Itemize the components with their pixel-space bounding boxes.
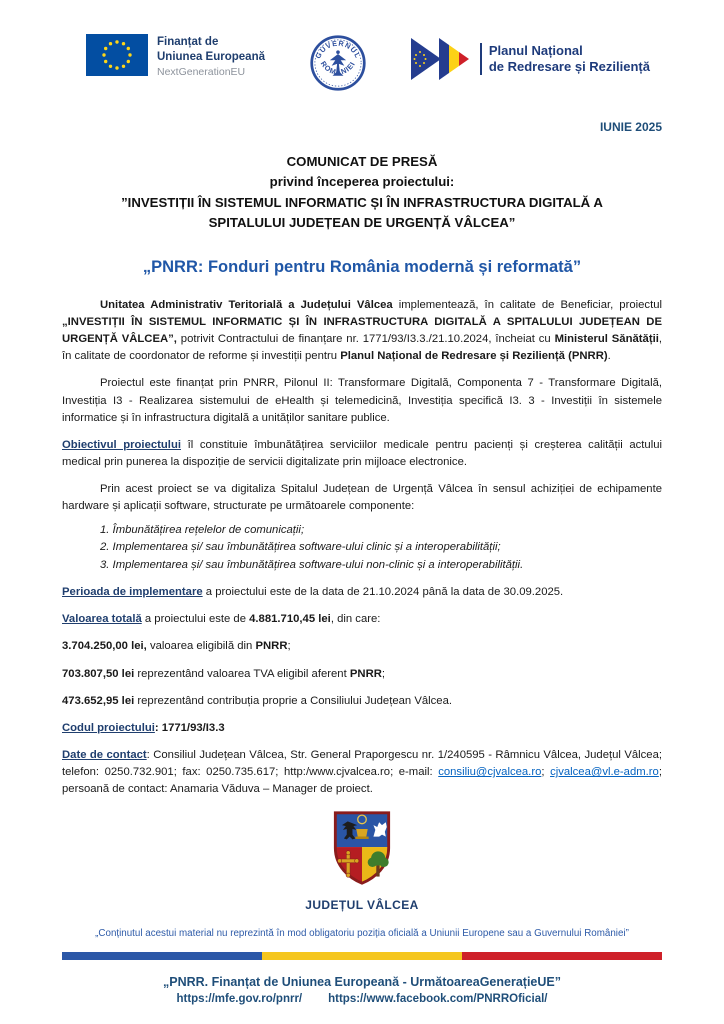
pnrr-arrows-icon bbox=[411, 34, 473, 84]
romanian-government-seal-icon bbox=[309, 34, 367, 92]
paragraph-beneficiary: Unitatea Administrativ Teritorială a Județului Vâlcea implementează, în calitate de Beneficiar, proiectul „INVESTIȚII ÎN SISTEMUL INFORMATIC ȘI ÎN INFRASTRUCTURA DIGITALĂ A SPITALULUI JUDEȚEAN DE URGENȚĂ VÂLCEA”, potrivit Contractului de finanțare nr. 1771/93/I3.3./21.10.2024, încheiat cu Ministerul Sănătății, în calitate de coordonator de reforme și investiții pentru Planul Național de Redresare și Reziliență (PNRR). bbox=[62, 298, 663, 363]
pnrr-slogan: „PNRR: Fonduri pentru România modernă și reformată” bbox=[142, 257, 582, 276]
paragraph-contact: Date de contact: Consiliul Județean Vâlcea, Str. General Praporgescu nr. 1/240595 - Râmnicu Vâlcea, Județul Vâlcea; telefon: 0250.732.901; fax: 0250.735.617; http:/www.cjvalcea.ro; e-mail: consiliu@cjvalcea.ro; cjvalcea@vl.e-adm.ro; persoană de contact: Anamaria Văduva – Manager de proiect. bbox=[62, 748, 663, 796]
list-item-3: 3. Implementarea și/ sau îmbunătățirea software-ului non-clinic și a interoperabilității. bbox=[100, 558, 524, 571]
paragraph-digitalization: Prin acest proiect se va digitaliza Spitalul Județean de Urgență Vâlcea în sensul achiziției de echipamente hardware și aplicații software, structurate pe următoarele componente: bbox=[62, 483, 662, 513]
body-copy bbox=[62, 297, 662, 799]
press-release-subheading: privind începerea proiectului: bbox=[269, 174, 455, 190]
components-list bbox=[100, 522, 662, 575]
county-label: JUDEȚUL VÂLCEA bbox=[305, 898, 419, 913]
paragraph-objective: Obiectivul proiectului îl constituie îmbunătățirea serviciilor medicale pentru pacienți și creșterea calității actului medical prin punerea la dispoziție de servicii digitalizate prin mijloace electronice. bbox=[62, 438, 662, 469]
tricolor-yellow-segment bbox=[262, 952, 462, 960]
coat-of-arms-block bbox=[62, 808, 662, 912]
disclaimer-text: „Conținutul acestui material nu reprezintă în mod obligatoriu poziția oficială a Uniunii Europene sau a Guvernului României” bbox=[95, 928, 629, 940]
press-release-heading: COMUNICAT DE PRESĂ bbox=[286, 154, 438, 169]
valcea-coat-of-arms-icon bbox=[328, 808, 396, 888]
email-link-consiliu[interactable]: consiliu@cjvalcea.ro bbox=[438, 766, 542, 779]
pnrr-label-line1: Planul Național bbox=[488, 43, 583, 59]
pnrr-funding-line: „PNRR. Finanțat de Uniunea Europeană - UrmătoareaGenerațieUE” bbox=[162, 975, 561, 990]
gov-seal-text-top: GUVERNUL bbox=[313, 38, 363, 60]
title-block bbox=[62, 152, 662, 234]
pnrr-logo-label bbox=[480, 43, 650, 74]
eu-label-line1: Finanțat de bbox=[157, 36, 219, 48]
romanian-tricolor-bar bbox=[62, 952, 662, 960]
pnrr-logo bbox=[411, 34, 650, 84]
eu-label-line2: Uniunea Europeană bbox=[157, 50, 265, 63]
mfe-pnrr-link[interactable]: https://mfe.gov.ro/pnrr/ bbox=[176, 993, 303, 1006]
eu-funding-label bbox=[157, 34, 265, 80]
value-line-own-contribution: 473.652,95 lei reprezentând contribuția proprie a Consiliului Județean Vâlcea. bbox=[62, 694, 453, 707]
gov-seal-text-bottom: ROMÂNIEI bbox=[318, 59, 358, 77]
list-item-1: 1. Îmbunătățirea rețelelor de comunicații; bbox=[100, 523, 305, 536]
eu-funding-logo bbox=[86, 34, 265, 80]
paragraph-total-value: Valoarea totală a proiectului este de 4.881.710,45 lei, din care: bbox=[62, 613, 381, 626]
facebook-pnrr-link[interactable]: https://www.facebook.com/PNRROficial/ bbox=[328, 993, 548, 1006]
email-link-cjvalcea[interactable]: cjvalcea@vl.e-adm.ro bbox=[550, 766, 659, 779]
paragraph-financing: Proiectul este finanțat prin PNRR, Pilonul II: Transformare Digitală, Componenta 7 - Transformare Digitală, Investiția I3 - Realizarea sistemului de eHealth și telemedicină, Investiția specifică I3. 3 - Investiții în sistemele informatice și în infrastructura digitală a unităților sanitare publice. bbox=[62, 377, 662, 424]
tricolor-red-segment bbox=[462, 952, 662, 960]
list-item-2: 2. Implementarea și/ sau îmbunătățirea software-ului clinic și a interoperabilității; bbox=[100, 541, 501, 554]
eu-flag-icon bbox=[86, 34, 148, 76]
footer-links bbox=[62, 993, 662, 1005]
pnrr-label-line2: de Redresare și Reziliență bbox=[488, 59, 650, 74]
paragraph-implementation-period: Perioada de implementare a proiectului este de la data de 21.10.2024 până la data de 30.09.2025. bbox=[62, 586, 564, 599]
header-logos bbox=[62, 34, 662, 92]
eu-label-line3: NextGenerationEU bbox=[157, 65, 246, 78]
release-date: IUNIE 2025 bbox=[599, 120, 662, 134]
paragraph-project-code: Codul proiectului: 1771/93/I3.3 bbox=[62, 721, 225, 734]
project-title: ”INVESTIȚII ÎN SISTEMUL INFORMATIC ȘI ÎN INFRASTRUCTURA DIGITALĂ A SPITALULUI JUDEȚEAN DE URGENȚĂ VÂLCEA” bbox=[121, 194, 603, 231]
value-line-vat: 703.807,50 lei reprezentând valoarea TVA eligibil aferent PNRR; bbox=[62, 667, 386, 680]
tricolor-blue-segment bbox=[62, 952, 262, 960]
value-line-eligible: 3.704.250,00 lei, valoarea eligibilă din PNRR; bbox=[62, 640, 291, 653]
